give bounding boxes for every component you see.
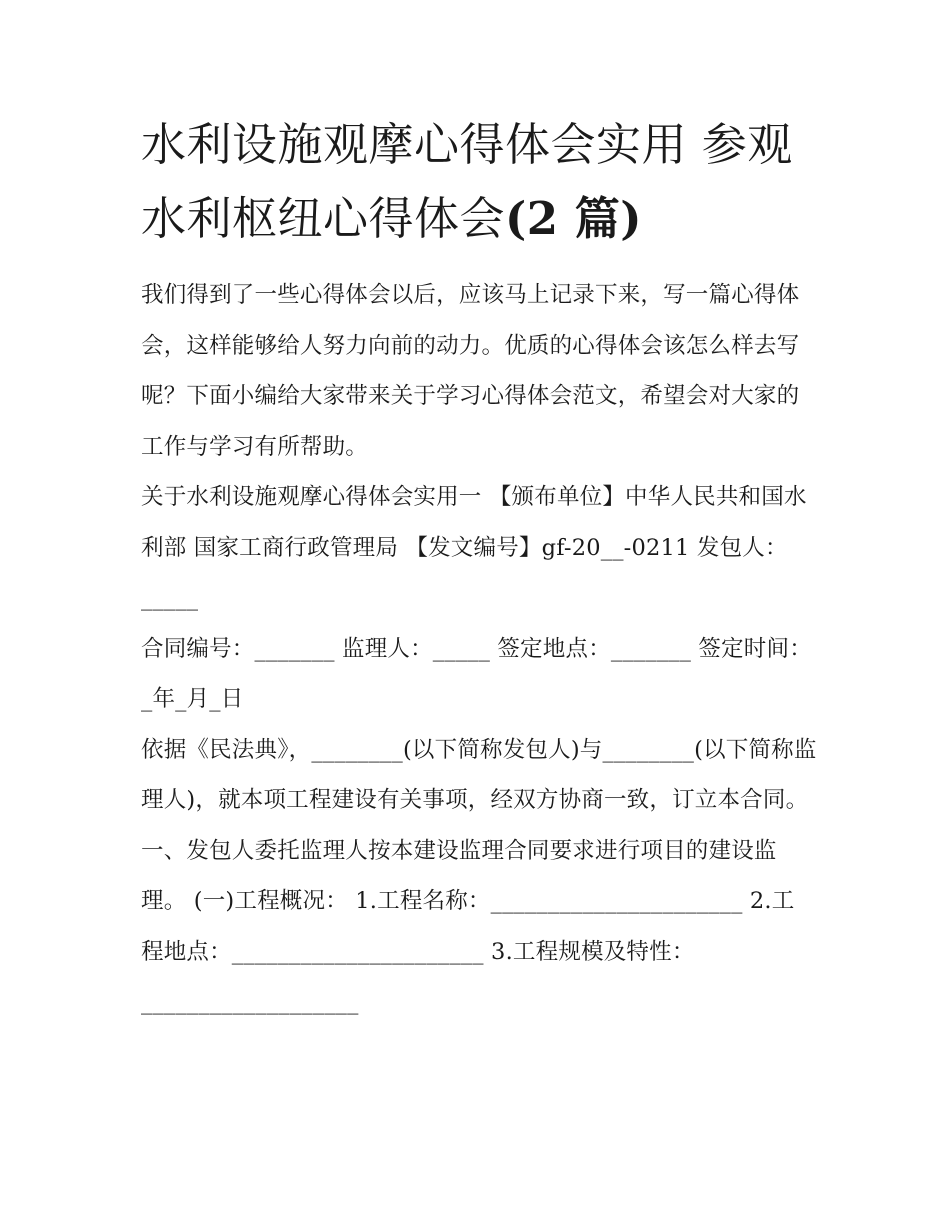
document-title xyxy=(141,108,817,256)
legal-basis-paragraph: 依据《民法典》，________(以下简称发包人)与________(以下简称监理人)，就本项工程建设有关事项，经双方协商一致，订立本合同。 xyxy=(141,736,817,813)
clause-one-paragraph: 一、发包人委托监理人按本建设监理合同要求进行项目的建设监理。 (一)工程概况： 1.工程名称：______________________ 2.工程地点：______________________ 3.工程规模及特性：___________________ xyxy=(141,837,795,1015)
intro-paragraph: 我们得到了一些心得体会以后，应该马上记录下来，写一篇心得体会，这样能够给人努力向前的动力。优质的心得体会该怎么样去写呢？下面小编给大家带来关于学习心得体会范文，希望会对大家的工作与学习有所帮助。 xyxy=(141,282,800,460)
contract-info-paragraph: 合同编号：_______ 监理人：_____ 签定地点：_______ 签定时间：_年_月_日 xyxy=(141,635,812,712)
issuer-paragraph: 关于水利设施观摩心得体会实用一 【颁布单位】中华人民共和国水利部 国家工商行政管理局 【发文编号】gf-20__-0211 发包人：_____ xyxy=(141,484,807,611)
title-text: 水利设施观摩心得体会实用 参观水利枢纽心得体会 xyxy=(141,118,793,245)
title-count: (2 篇) xyxy=(505,192,643,245)
document-page xyxy=(141,108,817,1028)
